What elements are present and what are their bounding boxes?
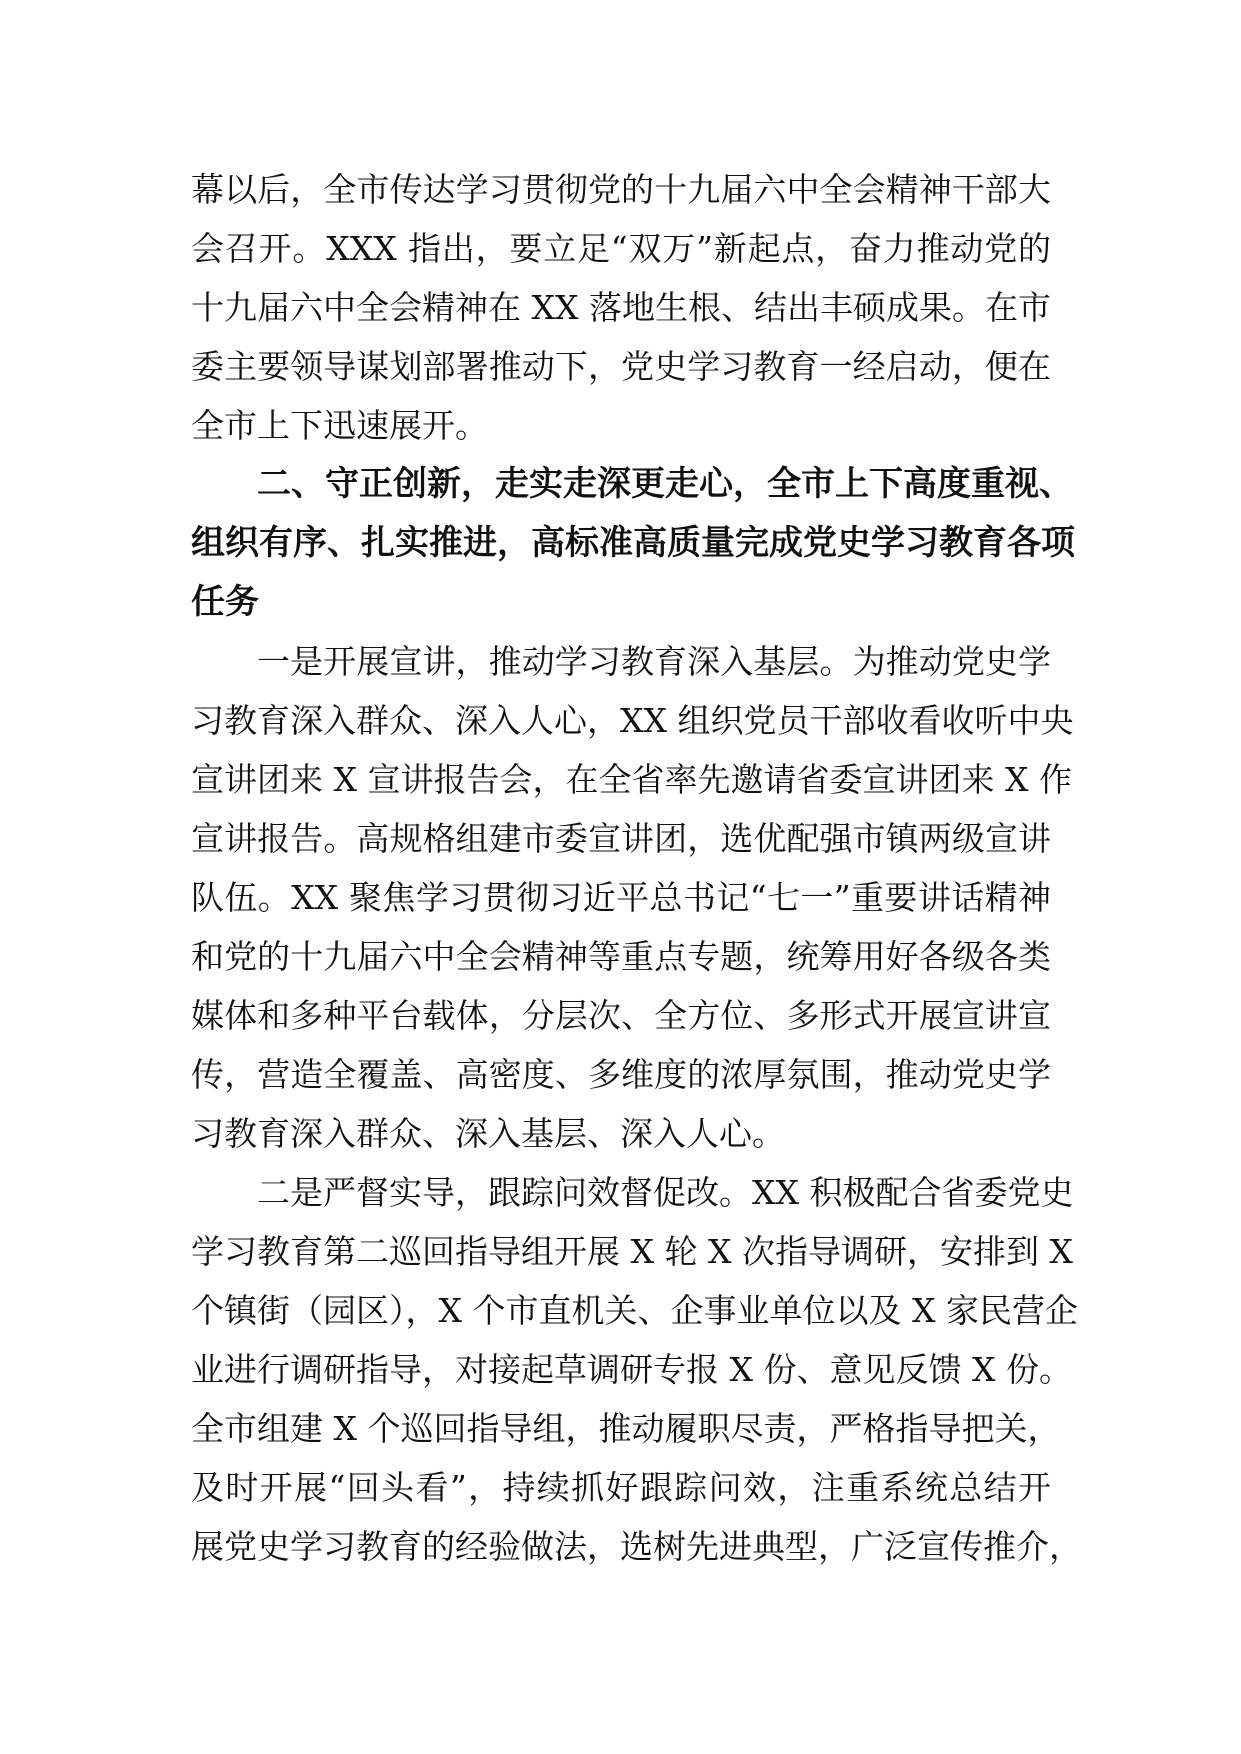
heading-line: 二、守正创新，走实走深更走心，全市上下高度重视、 <box>257 464 1073 504</box>
text-line: 传，营造全覆盖、高密度、多维度的浓厚氛围，推动党史学 <box>191 1055 1051 1094</box>
text-line: 业进行调研指导，对接起草调研专报 X 份、意见反馈 X 份。 <box>191 1350 1072 1389</box>
text-line: 宣讲报告。高规格组建市委宣讲团，选优配强市镇两级宣讲 <box>191 819 1051 858</box>
heading-line: 任务 <box>191 582 259 622</box>
text-line: 委主要领导谋划部署推动下，党史学习教育一经启动，便在 <box>191 347 1051 386</box>
paragraph-supervision <box>191 1163 1082 1576</box>
text-line: 宣讲团来 X 宣讲报告会，在全省率先邀请省委宣讲团来 X 作 <box>191 760 1072 799</box>
text-line: 个镇街（园区），X 个市直机关、企事业单位以及 X 家民营企 <box>191 1291 1078 1330</box>
text-line: 队伍。XX 聚焦学习贯彻习近平总书记“七一”重要讲话精神 <box>191 878 1051 917</box>
text-line: 一是开展宣讲，推动学习教育深入基层。为推动党史学 <box>257 642 1051 681</box>
text-line: 二是严督实导，跟踪问效督促改。XX 积极配合省委党史 <box>257 1173 1074 1212</box>
heading-line: 组织有序、扎实推进，高标准高质量完成党史学习教育各项 <box>191 523 1075 563</box>
text-line: 全市上下迅速展开。 <box>191 406 488 445</box>
text-line: 媒体和多种平台载体，分层次、全方位、多形式开展宣讲宣 <box>191 996 1051 1035</box>
text-line: 及时开展“回头看”，持续抓好跟踪问效，注重系统总结开 <box>191 1468 1051 1507</box>
text-line: 会召开。XXX 指出，要立足“双万”新起点，奋力推动党的 <box>191 229 1051 268</box>
text-line: 十九届六中全会精神在 XX 落地生根、结出丰硕成果。在市 <box>191 288 1051 327</box>
text-line: 习教育深入群众、深入人心，XX 组织党员干部收看收听中央 <box>191 701 1074 740</box>
paragraph-propaganda <box>191 632 1074 1163</box>
document-body <box>191 160 1082 1576</box>
text-line: 和党的十九届六中全会精神等重点专题，统筹用好各级各类 <box>191 937 1051 976</box>
text-line: 习教育深入群众、深入基层、深入人心。 <box>191 1114 785 1153</box>
text-line: 展党史学习教育的经验做法，选树先进典型，广泛宣传推介， <box>191 1527 1082 1566</box>
paragraph-intro <box>191 160 1051 455</box>
text-line: 学习教育第二巡回指导组开展 X 轮 X 次指导调研，安排到 X <box>191 1232 1073 1271</box>
section-heading <box>191 455 1075 632</box>
text-line: 幕以后，全市传达学习贯彻党的十九届六中全会精神干部大 <box>191 170 1051 209</box>
text-line: 全市组建 X 个巡回指导组，推动履职尽责，严格指导把关， <box>191 1409 1061 1448</box>
